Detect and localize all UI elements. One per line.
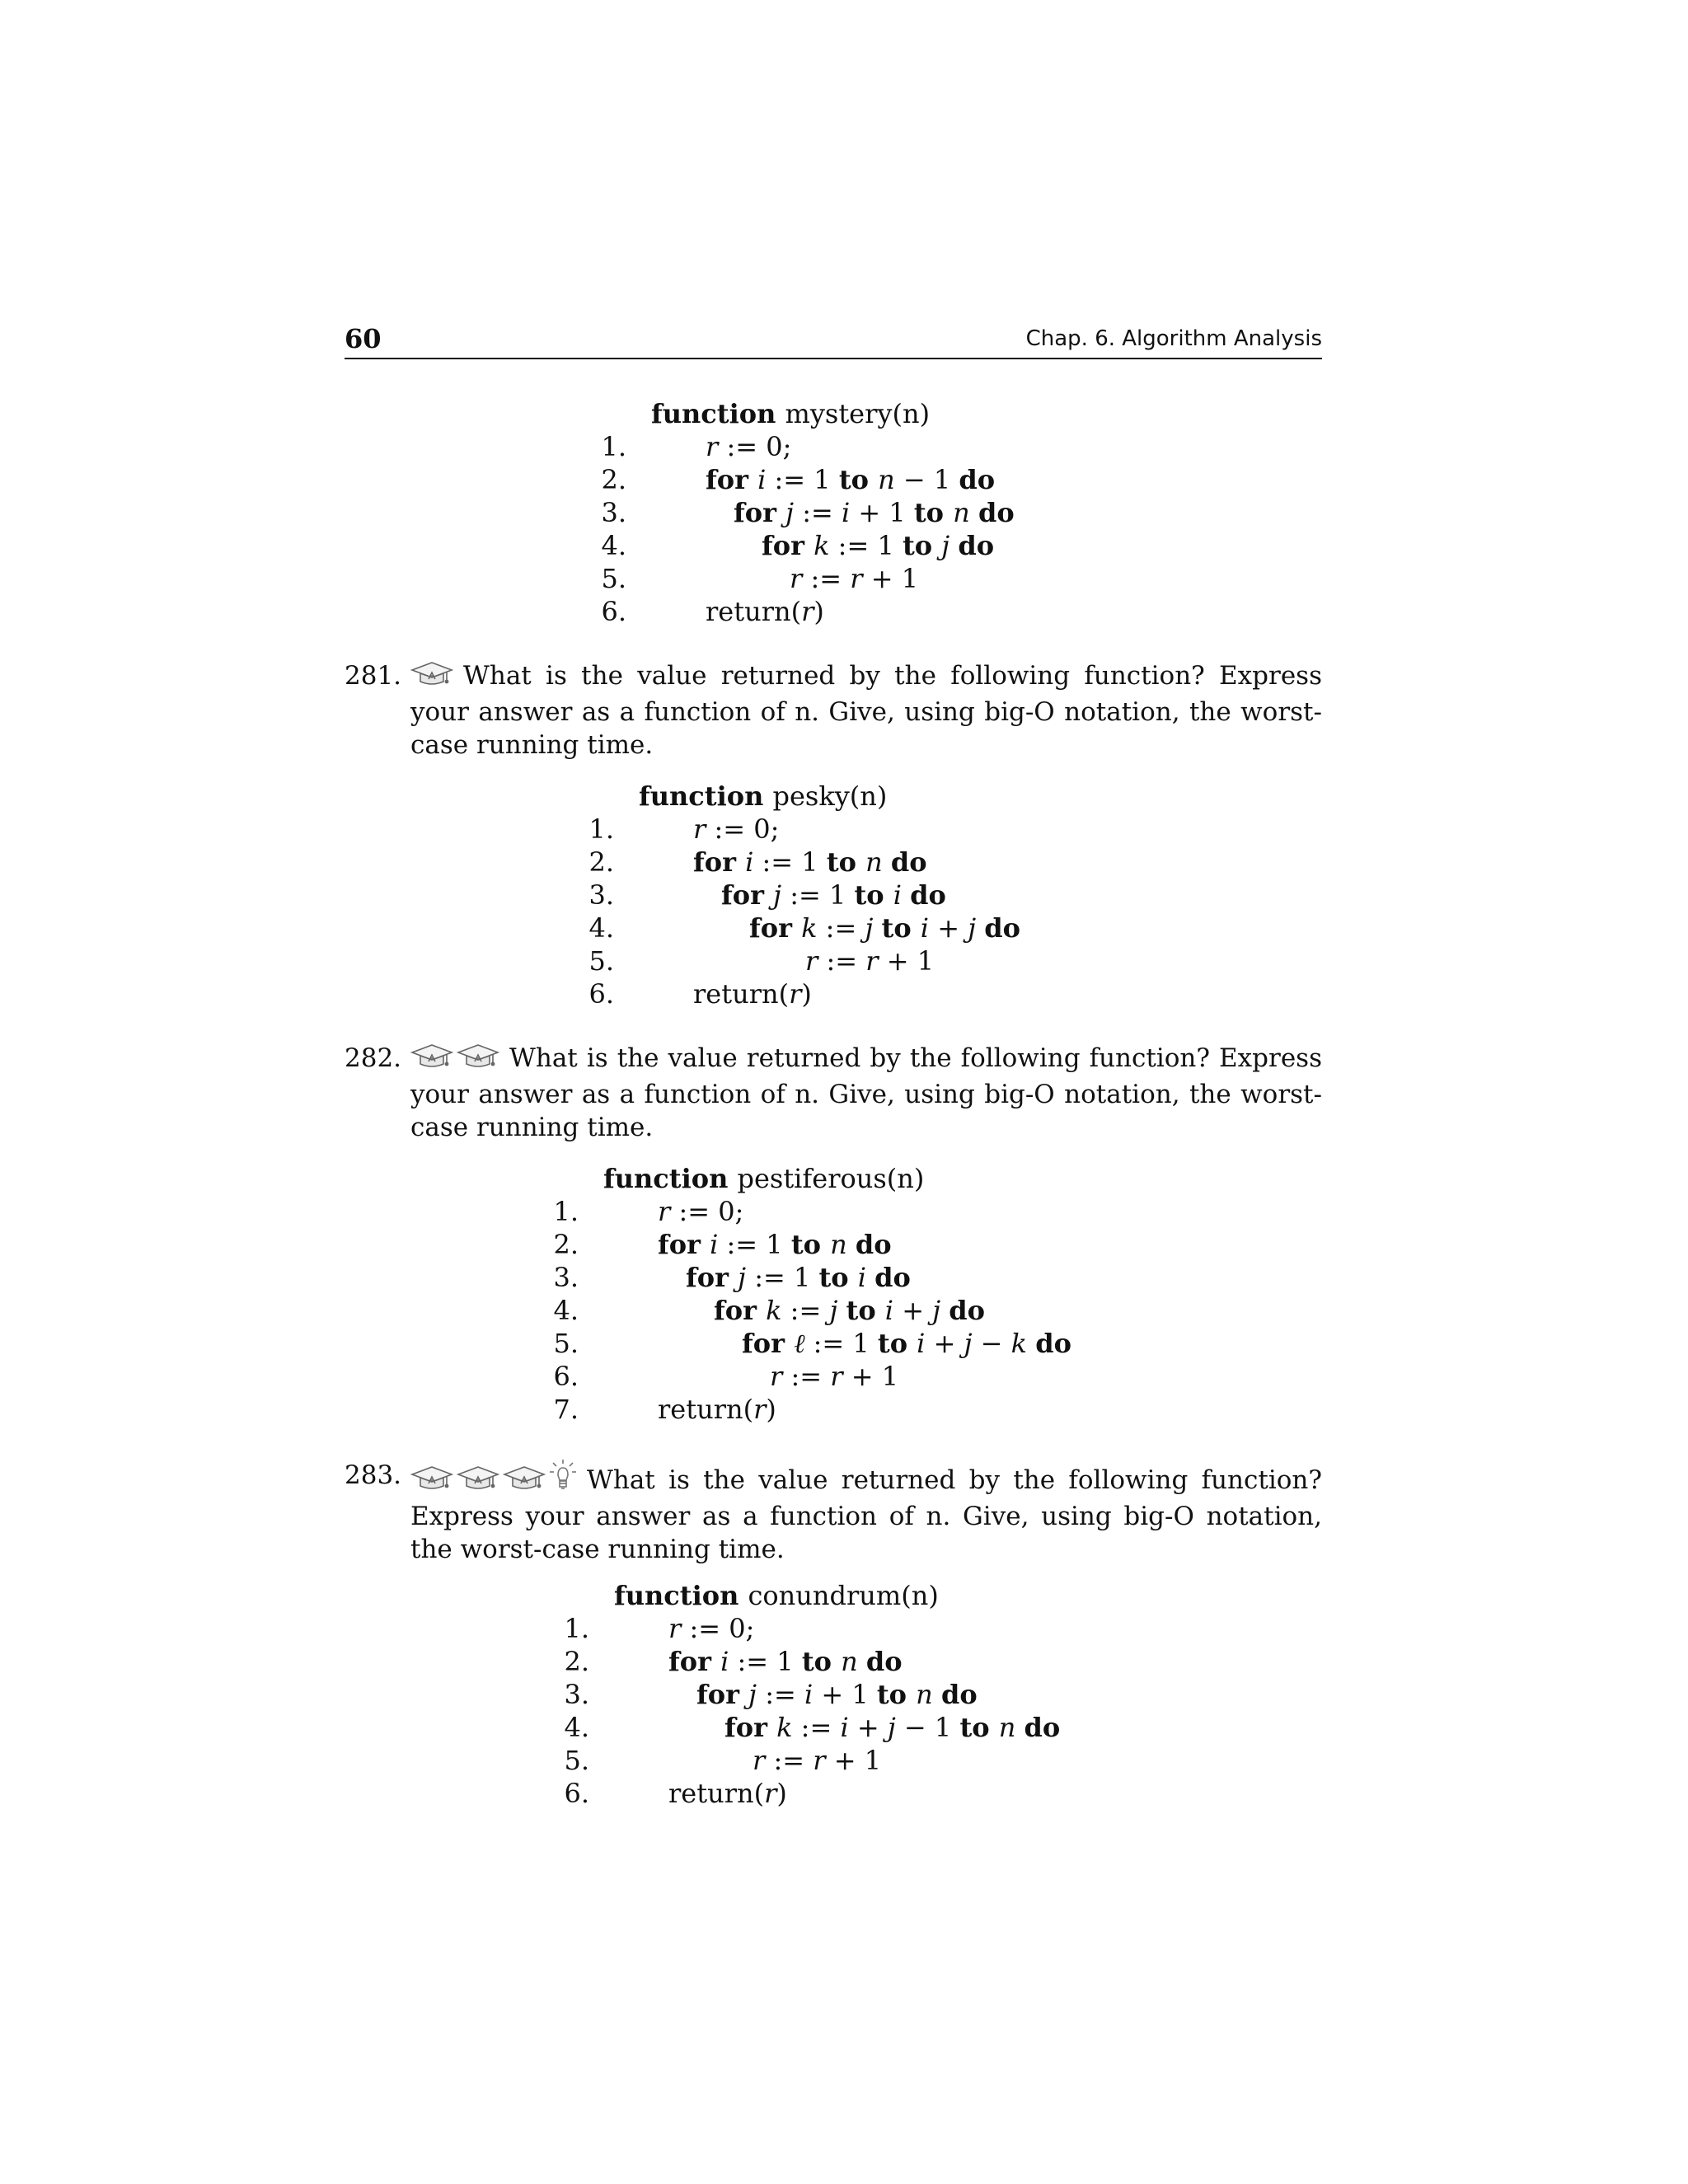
function-keyword: function	[639, 780, 773, 812]
code-line	[706, 595, 824, 628]
code-variable: i	[710, 1229, 719, 1260]
code-keyword: to	[913, 497, 954, 528]
code-keyword: to	[838, 464, 879, 495]
code-text: + 1	[878, 945, 935, 977]
code-line	[721, 879, 946, 912]
code-text: −	[972, 1328, 1011, 1359]
problem-statement: What is the value returned by the following function? Express your answer as a function of n. Give, using big-O notation, the worst-case running time.	[410, 1465, 1322, 1564]
code-variable: r	[805, 945, 818, 977]
line-number: 5.	[564, 1745, 589, 1776]
code-variable: j	[785, 497, 795, 528]
code-line	[706, 463, 995, 496]
code-variable: j	[738, 1262, 747, 1293]
code-line	[668, 1612, 754, 1645]
code-variable: n	[953, 497, 978, 528]
code-line	[753, 1744, 881, 1777]
line-number: 2.	[553, 1229, 579, 1260]
page-header	[345, 323, 1322, 359]
code-line	[790, 562, 918, 595]
code-keyword: to	[790, 1229, 831, 1260]
code-keyword: to	[881, 912, 921, 944]
code-keyword: for	[693, 846, 746, 878]
code-keyword: do	[874, 1262, 911, 1293]
code-keyword: do	[1035, 1328, 1071, 1359]
line-number: 6.	[601, 596, 626, 627]
code-text: :=	[765, 1745, 814, 1776]
code-variable: r	[764, 1778, 777, 1809]
code-variable: n	[916, 1679, 941, 1710]
code-text: :=	[782, 1361, 831, 1392]
difficulty-icons	[410, 1043, 503, 1073]
code-text: :=	[792, 1712, 841, 1743]
code-variable: r	[753, 1394, 767, 1425]
code-keyword: for	[658, 1229, 710, 1260]
problem-text	[410, 1042, 1322, 1144]
line-number: 3.	[588, 879, 614, 911]
code-variable: r	[770, 1361, 783, 1392]
code-text: :=	[794, 497, 842, 528]
code-variable: i	[857, 1262, 875, 1293]
mortarboard-icon	[410, 1465, 453, 1500]
line-number: 2.	[564, 1646, 589, 1677]
code-text: +	[925, 1328, 964, 1359]
line-number: 3.	[564, 1679, 589, 1710]
code-keyword: do	[910, 879, 946, 911]
function-header	[614, 1579, 939, 1612]
function-name: conundrum(n)	[748, 1580, 939, 1611]
code-variable: j	[773, 879, 782, 911]
code-variable: r	[658, 1196, 671, 1227]
code-keyword: to	[826, 846, 866, 878]
code-variable: r	[706, 431, 719, 462]
code-variable: r	[865, 945, 879, 977]
code-keyword: to	[801, 1646, 842, 1677]
function-name: pesky(n)	[772, 780, 888, 812]
code-line	[805, 944, 934, 977]
code-text: +	[848, 1712, 888, 1743]
code-variable: r	[801, 596, 814, 627]
code-variable: i	[804, 1679, 814, 1710]
code-variable: k	[766, 1295, 782, 1326]
code-text: + 1	[862, 563, 919, 594]
code-variable: i	[884, 1295, 894, 1326]
code-text: return(	[658, 1394, 754, 1425]
mortarboard-icon	[457, 1043, 499, 1078]
code-text: + 1	[850, 497, 914, 528]
code-text: :=	[802, 563, 851, 594]
code-variable: i	[757, 464, 767, 495]
line-number: 4.	[588, 912, 614, 944]
code-text: := 1	[753, 846, 827, 878]
code-line	[658, 1195, 743, 1228]
line-number: 1.	[601, 431, 626, 462]
code-keyword: for	[706, 464, 758, 495]
code-keyword: do	[1024, 1712, 1061, 1743]
code-text: )	[814, 596, 824, 627]
function-header	[651, 397, 930, 430]
problem-text	[410, 1459, 1322, 1566]
code-text: :=	[818, 945, 866, 977]
code-keyword: do	[890, 846, 927, 878]
code-text: + 1	[825, 1745, 882, 1776]
code-line	[693, 813, 779, 846]
code-variable: j	[865, 912, 882, 944]
line-number: 1.	[553, 1196, 579, 1227]
code-keyword: do	[940, 1679, 978, 1710]
code-keyword: for	[686, 1262, 738, 1293]
code-keyword: for	[742, 1328, 795, 1359]
code-text: := 1	[729, 1646, 802, 1677]
code-text: )	[801, 978, 812, 1010]
code-keyword: for	[724, 1712, 777, 1743]
code-line	[724, 1711, 1060, 1744]
problem-281	[345, 659, 1322, 758]
code-line	[693, 846, 927, 879]
code-keyword: do	[865, 1646, 903, 1677]
code-variable: r	[830, 1361, 843, 1392]
code-keyword: to	[959, 1712, 999, 1743]
code-text: − 1	[895, 1712, 960, 1743]
code-text: := 0;	[681, 1613, 755, 1644]
problem-282	[345, 1042, 1322, 1141]
code-variable: k	[1010, 1328, 1036, 1359]
difficulty-icons	[410, 661, 457, 691]
code-keyword: for	[734, 497, 786, 528]
line-number: 6.	[564, 1778, 589, 1809]
code-text: return(	[693, 978, 790, 1010]
code-text: := 1	[718, 1229, 791, 1260]
line-number: 3.	[553, 1262, 579, 1293]
code-keyword: do	[855, 1229, 892, 1260]
line-number: 2.	[601, 464, 626, 495]
code-text: := 1	[804, 1328, 878, 1359]
line-number: 2.	[588, 846, 614, 878]
code-variable: j	[748, 1679, 757, 1710]
code-line	[742, 1327, 1071, 1360]
difficulty-icons	[410, 1465, 580, 1495]
code-variable: i	[841, 497, 851, 528]
mortarboard-icon	[503, 1465, 546, 1500]
code-variable: i	[840, 1712, 849, 1743]
function-header	[603, 1162, 924, 1195]
code-line	[693, 977, 812, 1010]
line-number: 1.	[564, 1613, 589, 1644]
code-text: return(	[706, 596, 802, 627]
code-text: :=	[817, 912, 865, 944]
problem-statement: What is the value returned by the following function? Express your answer as a function of n. Give, using big-O notation, the worst-case running time.	[410, 1043, 1322, 1142]
line-number: 3.	[601, 497, 626, 528]
function-header	[639, 780, 887, 813]
code-variable: ℓ	[794, 1328, 805, 1359]
running-head: Chap. 6. Algorithm Analysis	[1025, 326, 1322, 351]
code-text: + 1	[842, 1361, 899, 1392]
code-variable: r	[850, 563, 863, 594]
code-line	[714, 1294, 985, 1327]
line-number: 5.	[553, 1328, 579, 1359]
code-text: := 0;	[706, 813, 780, 845]
code-variable: n	[878, 464, 895, 495]
code-keyword: for	[721, 879, 774, 911]
code-line	[706, 430, 791, 463]
code-line	[734, 496, 1015, 529]
code-keyword: do	[958, 530, 995, 561]
code-text: :=	[781, 1295, 830, 1326]
code-text: := 1	[746, 1262, 819, 1293]
code-variable: k	[814, 530, 830, 561]
code-variable: n	[865, 846, 891, 878]
code-text: :=	[757, 1679, 804, 1710]
code-line	[658, 1228, 892, 1261]
code-variable: k	[776, 1712, 793, 1743]
code-keyword: to	[902, 530, 942, 561]
code-variable: n	[998, 1712, 1025, 1743]
code-line	[668, 1777, 787, 1810]
code-variable: i	[893, 879, 911, 911]
code-variable: r	[813, 1745, 826, 1776]
code-variable: j	[968, 912, 985, 944]
code-keyword: do	[978, 497, 1015, 528]
code-variable: n	[830, 1229, 856, 1260]
line-number: 1.	[588, 813, 614, 845]
code-variable: j	[964, 1328, 973, 1359]
function-keyword: function	[614, 1580, 748, 1611]
code-text: − 1	[894, 464, 959, 495]
page-number: 60	[345, 323, 382, 354]
problem-number: 283.	[345, 1460, 402, 1490]
line-number: 6.	[553, 1361, 579, 1392]
problem-text	[410, 659, 1322, 762]
code-variable: i	[720, 1646, 729, 1677]
code-variable: r	[789, 978, 802, 1010]
line-number: 4.	[564, 1712, 589, 1743]
function-keyword: function	[651, 398, 785, 429]
code-variable: j	[887, 1712, 896, 1743]
line-number: 7.	[553, 1394, 579, 1425]
mortarboard-icon	[457, 1465, 499, 1500]
line-number: 5.	[601, 563, 626, 594]
code-keyword: to	[846, 1295, 885, 1326]
code-variable: r	[753, 1745, 766, 1776]
code-text: := 0;	[670, 1196, 744, 1227]
code-keyword: do	[959, 464, 996, 495]
code-line	[770, 1360, 898, 1393]
function-name: mystery(n)	[785, 398, 931, 429]
code-text: := 1	[829, 530, 903, 561]
code-text: := 1	[781, 879, 855, 911]
code-line	[696, 1678, 978, 1711]
code-text: return(	[668, 1778, 765, 1809]
line-number: 4.	[553, 1295, 579, 1326]
code-variable: i	[917, 1328, 926, 1359]
function-keyword: function	[603, 1163, 738, 1194]
line-number: 4.	[601, 530, 626, 561]
lightbulb-icon	[549, 1459, 577, 1500]
code-text: + 1	[813, 1679, 877, 1710]
mortarboard-icon	[410, 1043, 453, 1078]
code-text: )	[766, 1394, 776, 1425]
code-line	[749, 912, 1020, 944]
code-keyword: do	[984, 912, 1020, 944]
code-variable: j	[932, 1295, 950, 1326]
code-variable: r	[693, 813, 706, 845]
code-keyword: to	[877, 1328, 917, 1359]
code-variable: n	[841, 1646, 866, 1677]
code-keyword: to	[818, 1262, 858, 1293]
code-text: +	[929, 912, 968, 944]
problem-statement: What is the value returned by the following function? Express your answer as a function of n. Give, using big-O notation, the worst-case running time.	[410, 661, 1322, 760]
code-variable: j	[941, 530, 959, 561]
code-variable: i	[920, 912, 930, 944]
line-number: 6.	[588, 978, 614, 1010]
code-line	[762, 529, 994, 562]
problem-number: 282.	[345, 1043, 402, 1073]
problem-283	[345, 1459, 1322, 1564]
code-keyword: for	[749, 912, 802, 944]
code-keyword: for	[714, 1295, 767, 1326]
code-text: +	[893, 1295, 933, 1326]
code-variable: r	[790, 563, 803, 594]
problem-number: 281.	[345, 661, 402, 691]
code-keyword: for	[696, 1679, 749, 1710]
code-line	[668, 1645, 903, 1678]
code-keyword: to	[876, 1679, 917, 1710]
code-line	[658, 1393, 776, 1426]
code-text: )	[776, 1778, 787, 1809]
code-keyword: to	[854, 879, 893, 911]
code-text: := 1	[766, 464, 839, 495]
code-text: := 0;	[718, 431, 792, 462]
function-name: pestiferous(n)	[737, 1163, 925, 1194]
code-line	[686, 1261, 911, 1294]
code-variable: j	[829, 1295, 846, 1326]
code-keyword: for	[668, 1646, 721, 1677]
code-variable: r	[668, 1613, 682, 1644]
code-variable: i	[745, 846, 754, 878]
code-keyword: for	[762, 530, 814, 561]
code-keyword: do	[949, 1295, 985, 1326]
line-number: 5.	[588, 945, 614, 977]
mortarboard-icon	[410, 661, 453, 696]
code-variable: k	[801, 912, 818, 944]
